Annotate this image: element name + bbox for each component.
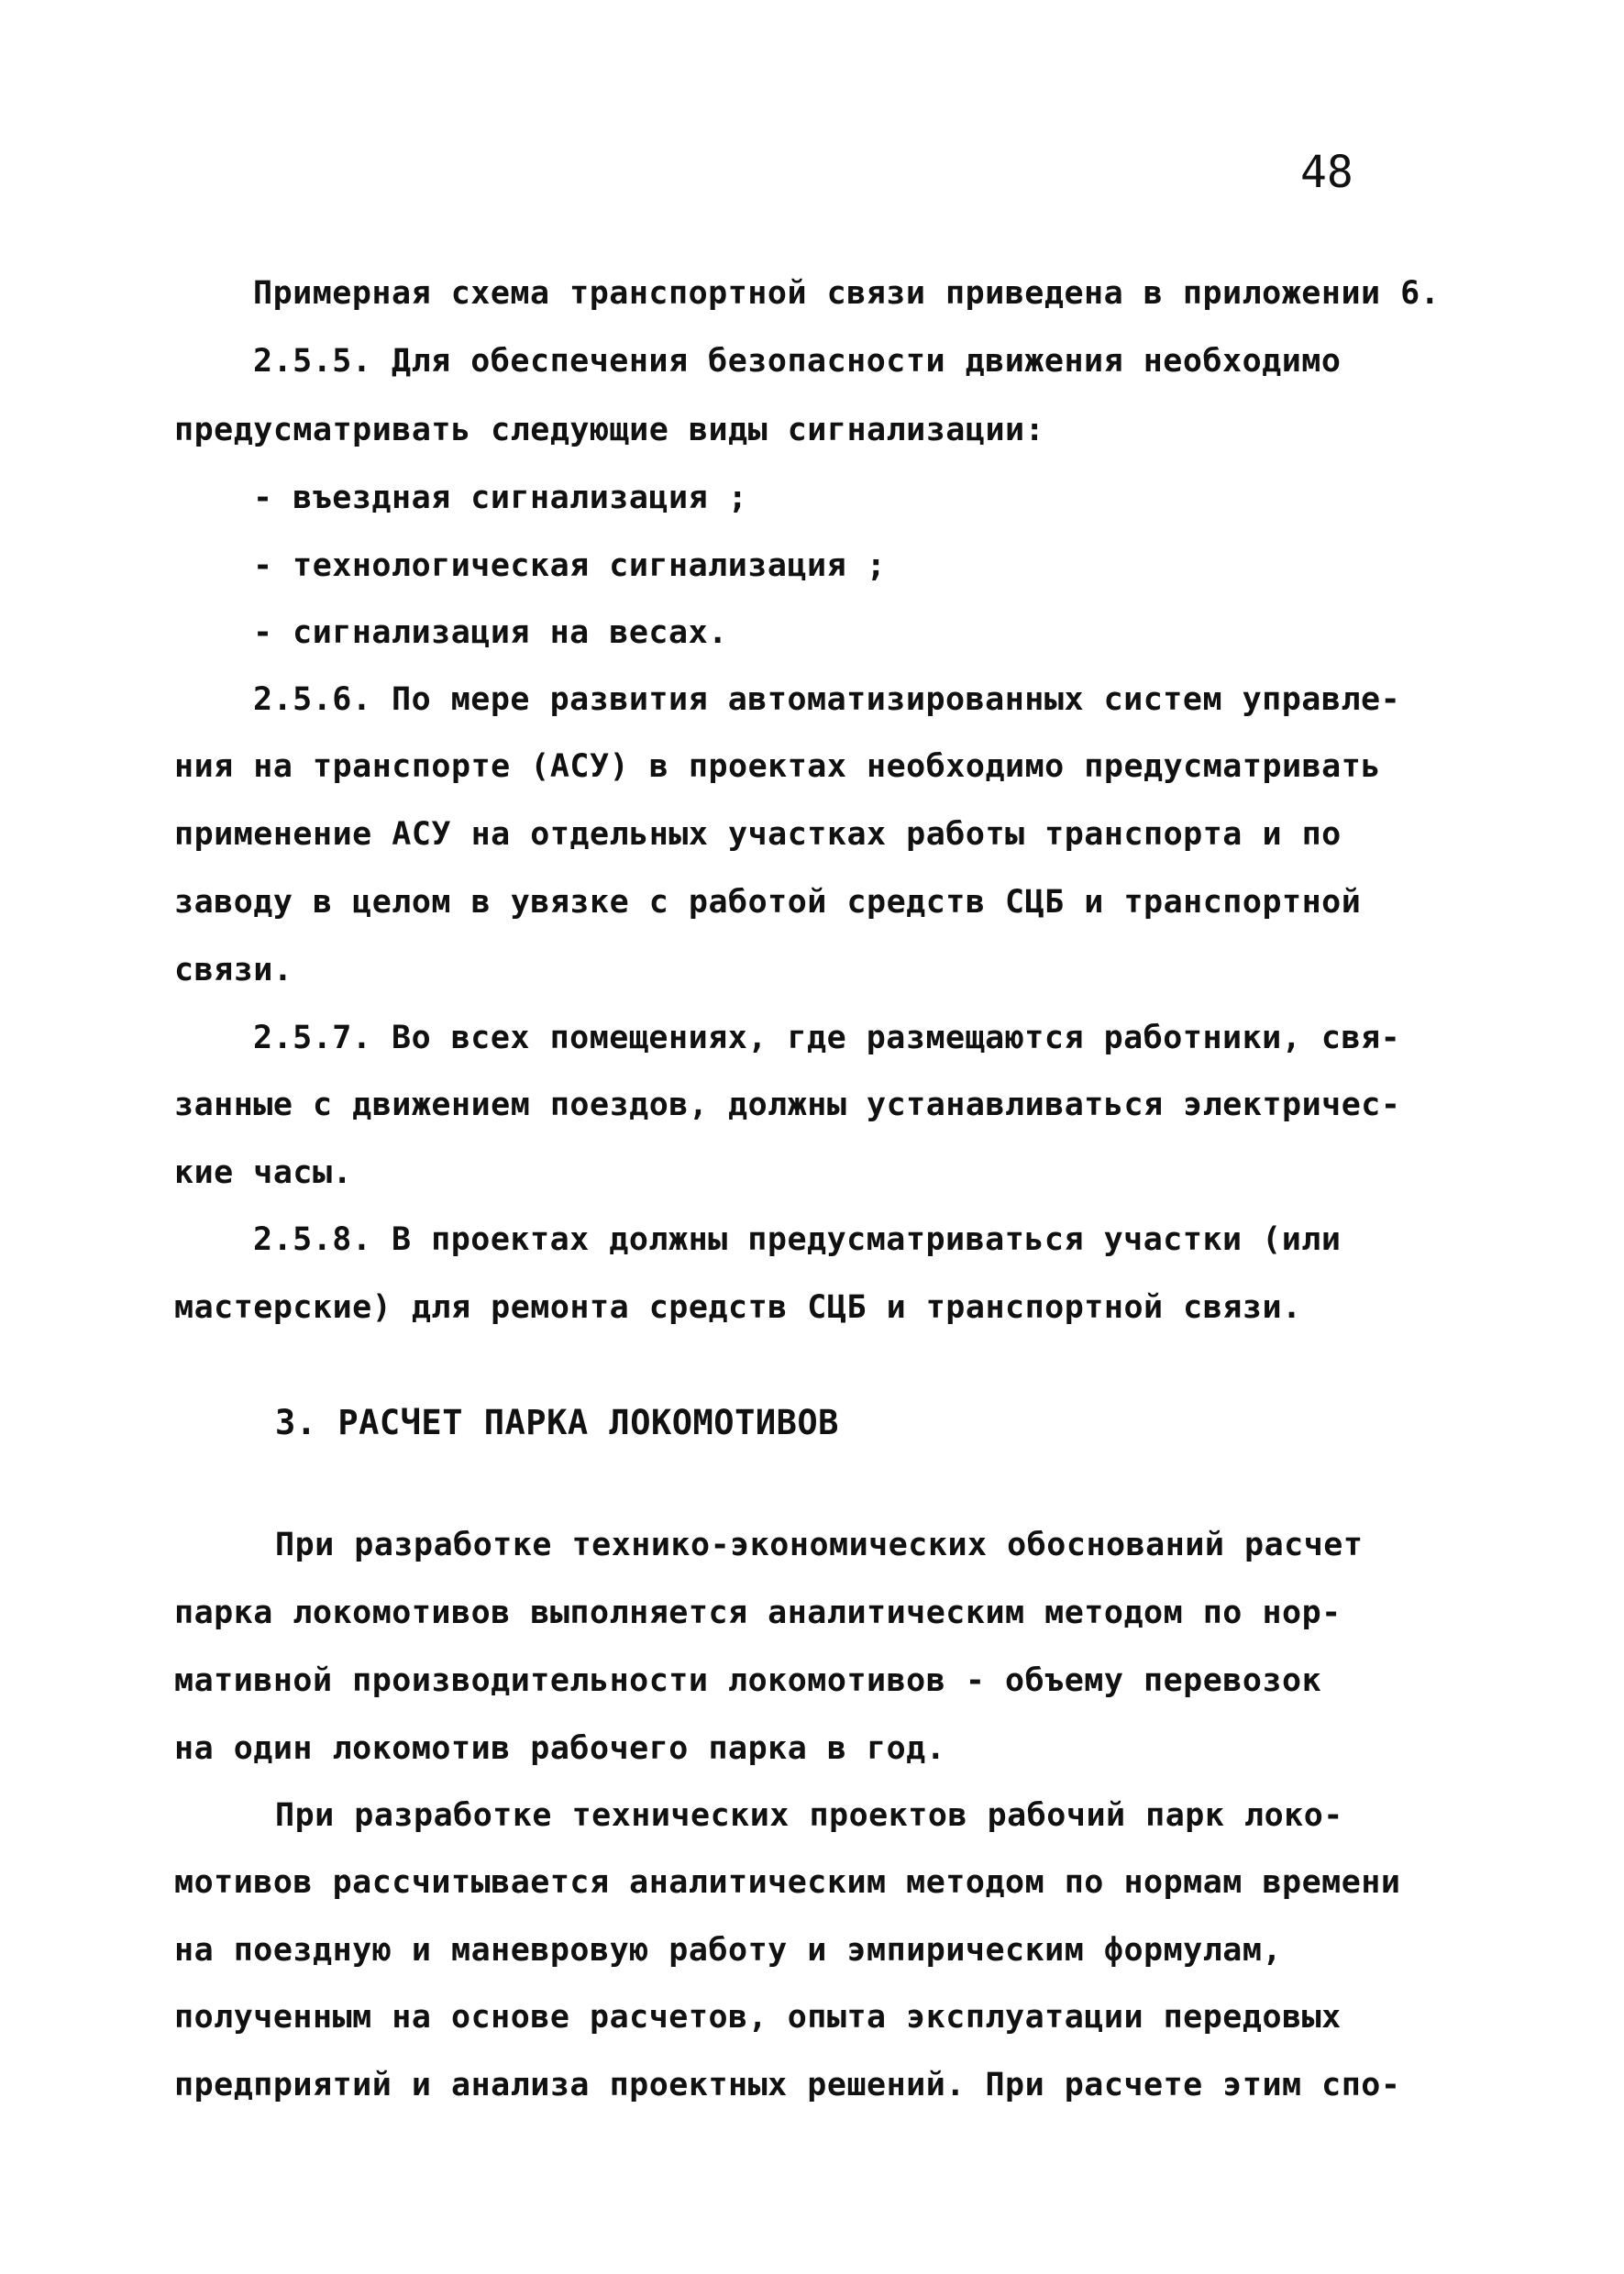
section-heading: 3. РАСЧЕТ ПАРКА ЛОКОМОТИВОВ: [275, 1403, 839, 1442]
text-line: ния на транспорте (АСУ) в проектах необходимо предусматривать: [174, 748, 1381, 785]
text-line: мастерские) для ремонта средств СЦБ и транспортной связи.: [174, 1289, 1302, 1326]
text-line: Примерная схема транспортной связи приведена в приложении 6.: [253, 275, 1441, 312]
text-line: связи.: [174, 952, 293, 988]
text-line: При разработке технико-экономических обоснований расчет: [275, 1527, 1364, 1563]
list-item: - въездная сигнализация ;: [253, 480, 748, 516]
text-line: предусматривать следующие виды сигнализации:: [174, 412, 1045, 448]
text-line: При разработке технических проектов рабочий парк локо-: [275, 1797, 1343, 1834]
text-line: предприятий и анализа проектных решений. При расчете этим спо-: [174, 2067, 1401, 2103]
text-line: полученным на основе расчетов, опыта эксплуатации передовых: [174, 1999, 1342, 2036]
text-line: кие часы.: [174, 1154, 353, 1191]
text-line: мативной производительности локомотивов - объему перевозок: [174, 1662, 1322, 1699]
text-line: занные с движением поездов, должны устанавливаться электричес-: [174, 1087, 1401, 1123]
text-line: 2.5.6. По мере развития автоматизированных систем управле-: [253, 681, 1401, 718]
list-item: - сигнализация на весах.: [253, 614, 728, 651]
list-item: - технологическая сигнализация ;: [253, 547, 887, 584]
text-line: на один локомотив рабочего парка в год.: [174, 1730, 946, 1767]
text-line: 2.5.7. Во всех помещениях, где размещаются работники, свя-: [253, 1020, 1401, 1056]
text-line: парка локомотивов выполняется аналитическим методом по нор-: [174, 1595, 1342, 1631]
text-line: мотивов рассчитывается аналитическим методом по нормам времени: [174, 1864, 1401, 1901]
page-number: 48: [1300, 147, 1353, 198]
text-line: 2.5.5. Для обеспечения безопасности движения необходимо: [253, 343, 1342, 380]
text-line: на поездную и маневровую работу и эмпирическим формулам,: [174, 1932, 1283, 1969]
text-line: применение АСУ на отдельных участках работы транспорта и по: [174, 816, 1342, 853]
text-line: 2.5.8. В проектах должны предусматриваться участки (или: [253, 1221, 1342, 1258]
text-line: заводу в целом в увязке с работой средств СЦБ и транспортной: [174, 884, 1362, 921]
